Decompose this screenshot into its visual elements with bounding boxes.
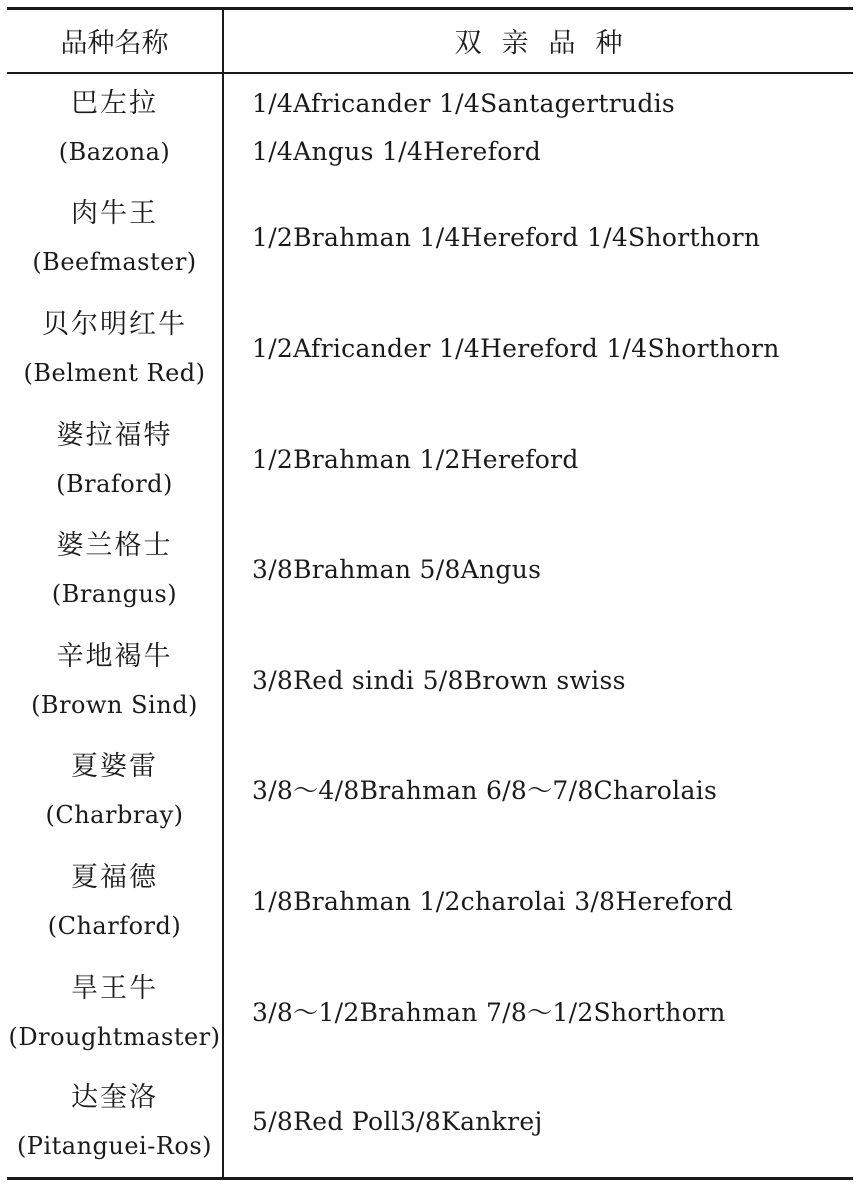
parent-breeds-line: 1/2Brahman 1/2Hereford — [252, 444, 579, 474]
table-body — [7, 73, 853, 1179]
breed-table-container — [7, 7, 853, 1180]
parent-breeds-line: 3/8Red sindi 5/8Brown swiss — [252, 665, 626, 695]
breed-name-cell — [7, 404, 223, 515]
parent-breeds-cell — [223, 183, 853, 294]
header-breed-name: 品种名称 — [7, 9, 223, 73]
breed-name-en: (Belment Red) — [23, 358, 206, 387]
parent-breeds-cell — [223, 73, 853, 184]
parent-breeds-cell — [223, 294, 853, 405]
breed-name-cell — [7, 957, 223, 1068]
breed-name-en: (Braford) — [56, 469, 173, 498]
table-row — [7, 1068, 853, 1179]
breed-name-en: (Brown Sind) — [31, 690, 198, 719]
parent-breeds-cell — [223, 625, 853, 736]
breed-name-cn: 贝尔明红牛 — [42, 308, 187, 340]
breed-name-en: (Droughtmaster) — [8, 1022, 221, 1051]
parent-breeds-line: 3/8～1/2Brahman 7/8～1/2Shorthorn — [252, 997, 726, 1027]
breed-name-cell — [7, 73, 223, 184]
table-row — [7, 183, 853, 294]
breed-name-en: (Pitanguei-Ros) — [16, 1132, 213, 1161]
breed-name-cell — [7, 625, 223, 736]
parent-breeds-cell — [223, 404, 853, 515]
parent-breeds-line: 1/4Africander 1/4Santagertrudis — [252, 89, 676, 119]
breed-name-cell — [7, 515, 223, 626]
table-row — [7, 73, 853, 184]
table-row — [7, 404, 853, 515]
table-row — [7, 625, 853, 736]
breed-name-en: (Brangus) — [51, 580, 178, 609]
table-row — [7, 957, 853, 1068]
breed-name-cell — [7, 736, 223, 847]
breed-name-en: (Charford) — [47, 911, 182, 940]
parent-breeds-cell — [223, 515, 853, 626]
breed-name-en: (Charbray) — [45, 801, 184, 830]
parent-breeds-cell — [223, 1068, 853, 1179]
breed-name-cn: 婆拉福特 — [56, 419, 173, 451]
table-header — [7, 9, 853, 73]
breed-name-cn: 夏婆雷 — [71, 751, 158, 783]
breed-name-cell — [7, 847, 223, 958]
parent-breeds-line: 1/2Brahman 1/4Hereford 1/4Shorthorn — [252, 223, 761, 253]
parent-breeds-line: 1/8Brahman 1/2charolai 3/8Hereford — [252, 886, 734, 916]
breed-name-cell — [7, 294, 223, 405]
table-row — [7, 847, 853, 958]
breed-name-en: (Bazona) — [58, 138, 171, 167]
header-row — [7, 9, 853, 73]
parent-breeds-cell — [223, 957, 853, 1068]
table-row — [7, 736, 853, 847]
breed-name-cn: 旱王牛 — [71, 972, 158, 1004]
parent-breeds-cell — [223, 847, 853, 958]
breed-name-cn: 夏福德 — [71, 861, 158, 893]
breed-name-cn: 达奎洛 — [71, 1082, 158, 1114]
breed-name-en: (Beefmaster) — [32, 248, 197, 277]
table-row — [7, 515, 853, 626]
parent-breeds-line: 3/8～4/8Brahman 6/8～7/8Charolais — [252, 776, 718, 806]
breed-name-cell — [7, 183, 223, 294]
breed-name-cell — [7, 1068, 223, 1179]
parent-breeds-line: 5/8Red Poll3/8Kankrej — [252, 1107, 543, 1137]
parent-breeds-cell — [223, 736, 853, 847]
parent-breeds-line: 1/4Angus 1/4Hereford — [252, 137, 542, 167]
parent-breeds-line: 3/8Brahman 5/8Angus — [252, 555, 542, 585]
table-row — [7, 294, 853, 405]
breed-name-cn: 婆兰格士 — [56, 530, 173, 562]
breed-name-cn: 巴左拉 — [71, 88, 158, 120]
breed-name-cn: 辛地褐牛 — [56, 640, 173, 672]
breed-table — [7, 7, 853, 1180]
parent-breeds-line: 1/2Africander 1/4Hereford 1/4Shorthorn — [252, 333, 780, 363]
header-parent-breeds: 双亲品种 — [454, 28, 643, 60]
breed-name-cn: 肉牛王 — [71, 198, 158, 230]
